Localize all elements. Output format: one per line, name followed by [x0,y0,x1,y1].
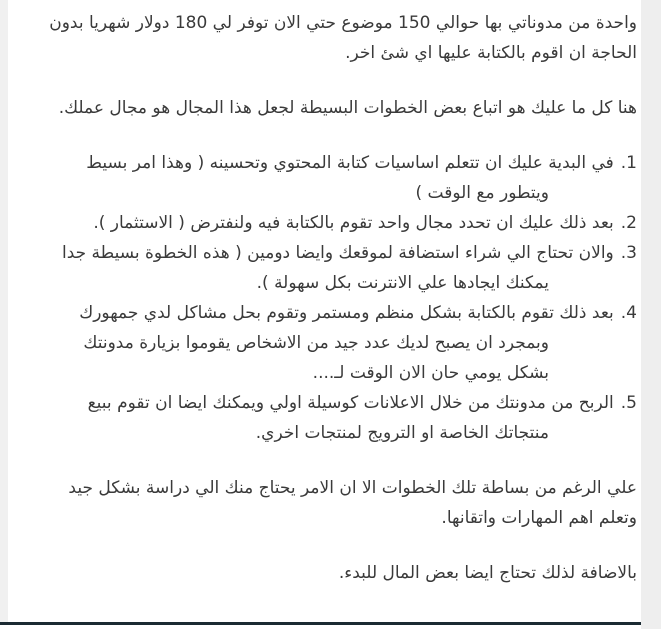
vertical-scrollbar-track[interactable] [641,0,661,629]
list-item-number: 2. [620,213,637,233]
list-item-number: 1. [620,153,637,173]
list-item [45,208,637,238]
intro-paragraph: واحدة من مدوناتي بها حوالي 150 موضوع حتي الان توفر لي 180 دولار شهريا بدون الحاجة ان اقوم بالكتابة عليها اي شئ اخر. [49,13,637,63]
steps-lead-paragraph: هنا كل ما عليك هو اتباع بعض الخطوات البسيطة لجعل هذا المجال هو مجال عملك. [58,98,637,118]
list-item-text: والان تحتاج الي شراء استضافة لموقعك وايضا دومين ( هذه الخطوة بسيطة جدا يمكنك ايجادها علي الانترنت بكل سهولة ). [61,243,614,293]
list-item-text: بعد ذلك تقوم بالكتابة بشكل منظم ومستمر وتقوم بحل مشاكل لدي جمهورك وبمجرد ان يصبح لديك عدد جيد من الاشخاص يقوموا بزيارة مدونتك بشكل يومي حان الان الوقت لـ.... [79,303,614,383]
list-item-number: 4. [620,303,637,323]
left-margin-strip [0,0,8,622]
article-body [8,0,641,622]
footer-edge-bar [0,622,641,625]
final-note-paragraph: بالاضافة لذلك تحتاج ايضا بعض المال للبدء. [338,563,637,583]
list-item-number: 3. [620,243,637,263]
closing-note-paragraph: علي الرغم من بساطة تلك الخطوات الا ان الامر يحتاج منك الي دراسة بشكل جيد وتعلم اهم المهارات واتقانها. [68,478,637,528]
list-item [45,238,637,298]
steps-list [45,148,637,448]
list-item-number: 5. [620,393,637,413]
list-item [45,148,637,208]
list-item-text: في البدية عليك ان تتعلم اساسيات كتابة المحتوي وتحسينه ( وهذا امر بسيط ويتطور مع الوقت ) [86,153,614,203]
list-item-text: الربح من مدونتك من خلال الاعلانات كوسيلة اولي ويمكنك ايضا ان تقوم ببيع منتجاتك الخاصة او الترويج لمنتجات اخري. [87,393,614,443]
list-item [45,388,637,448]
list-item-text: بعد ذلك عليك ان تحدد مجال واحد تقوم بالكتابة فيه ولنفترض ( الاستثمار ). [93,213,614,233]
list-item [45,298,637,388]
